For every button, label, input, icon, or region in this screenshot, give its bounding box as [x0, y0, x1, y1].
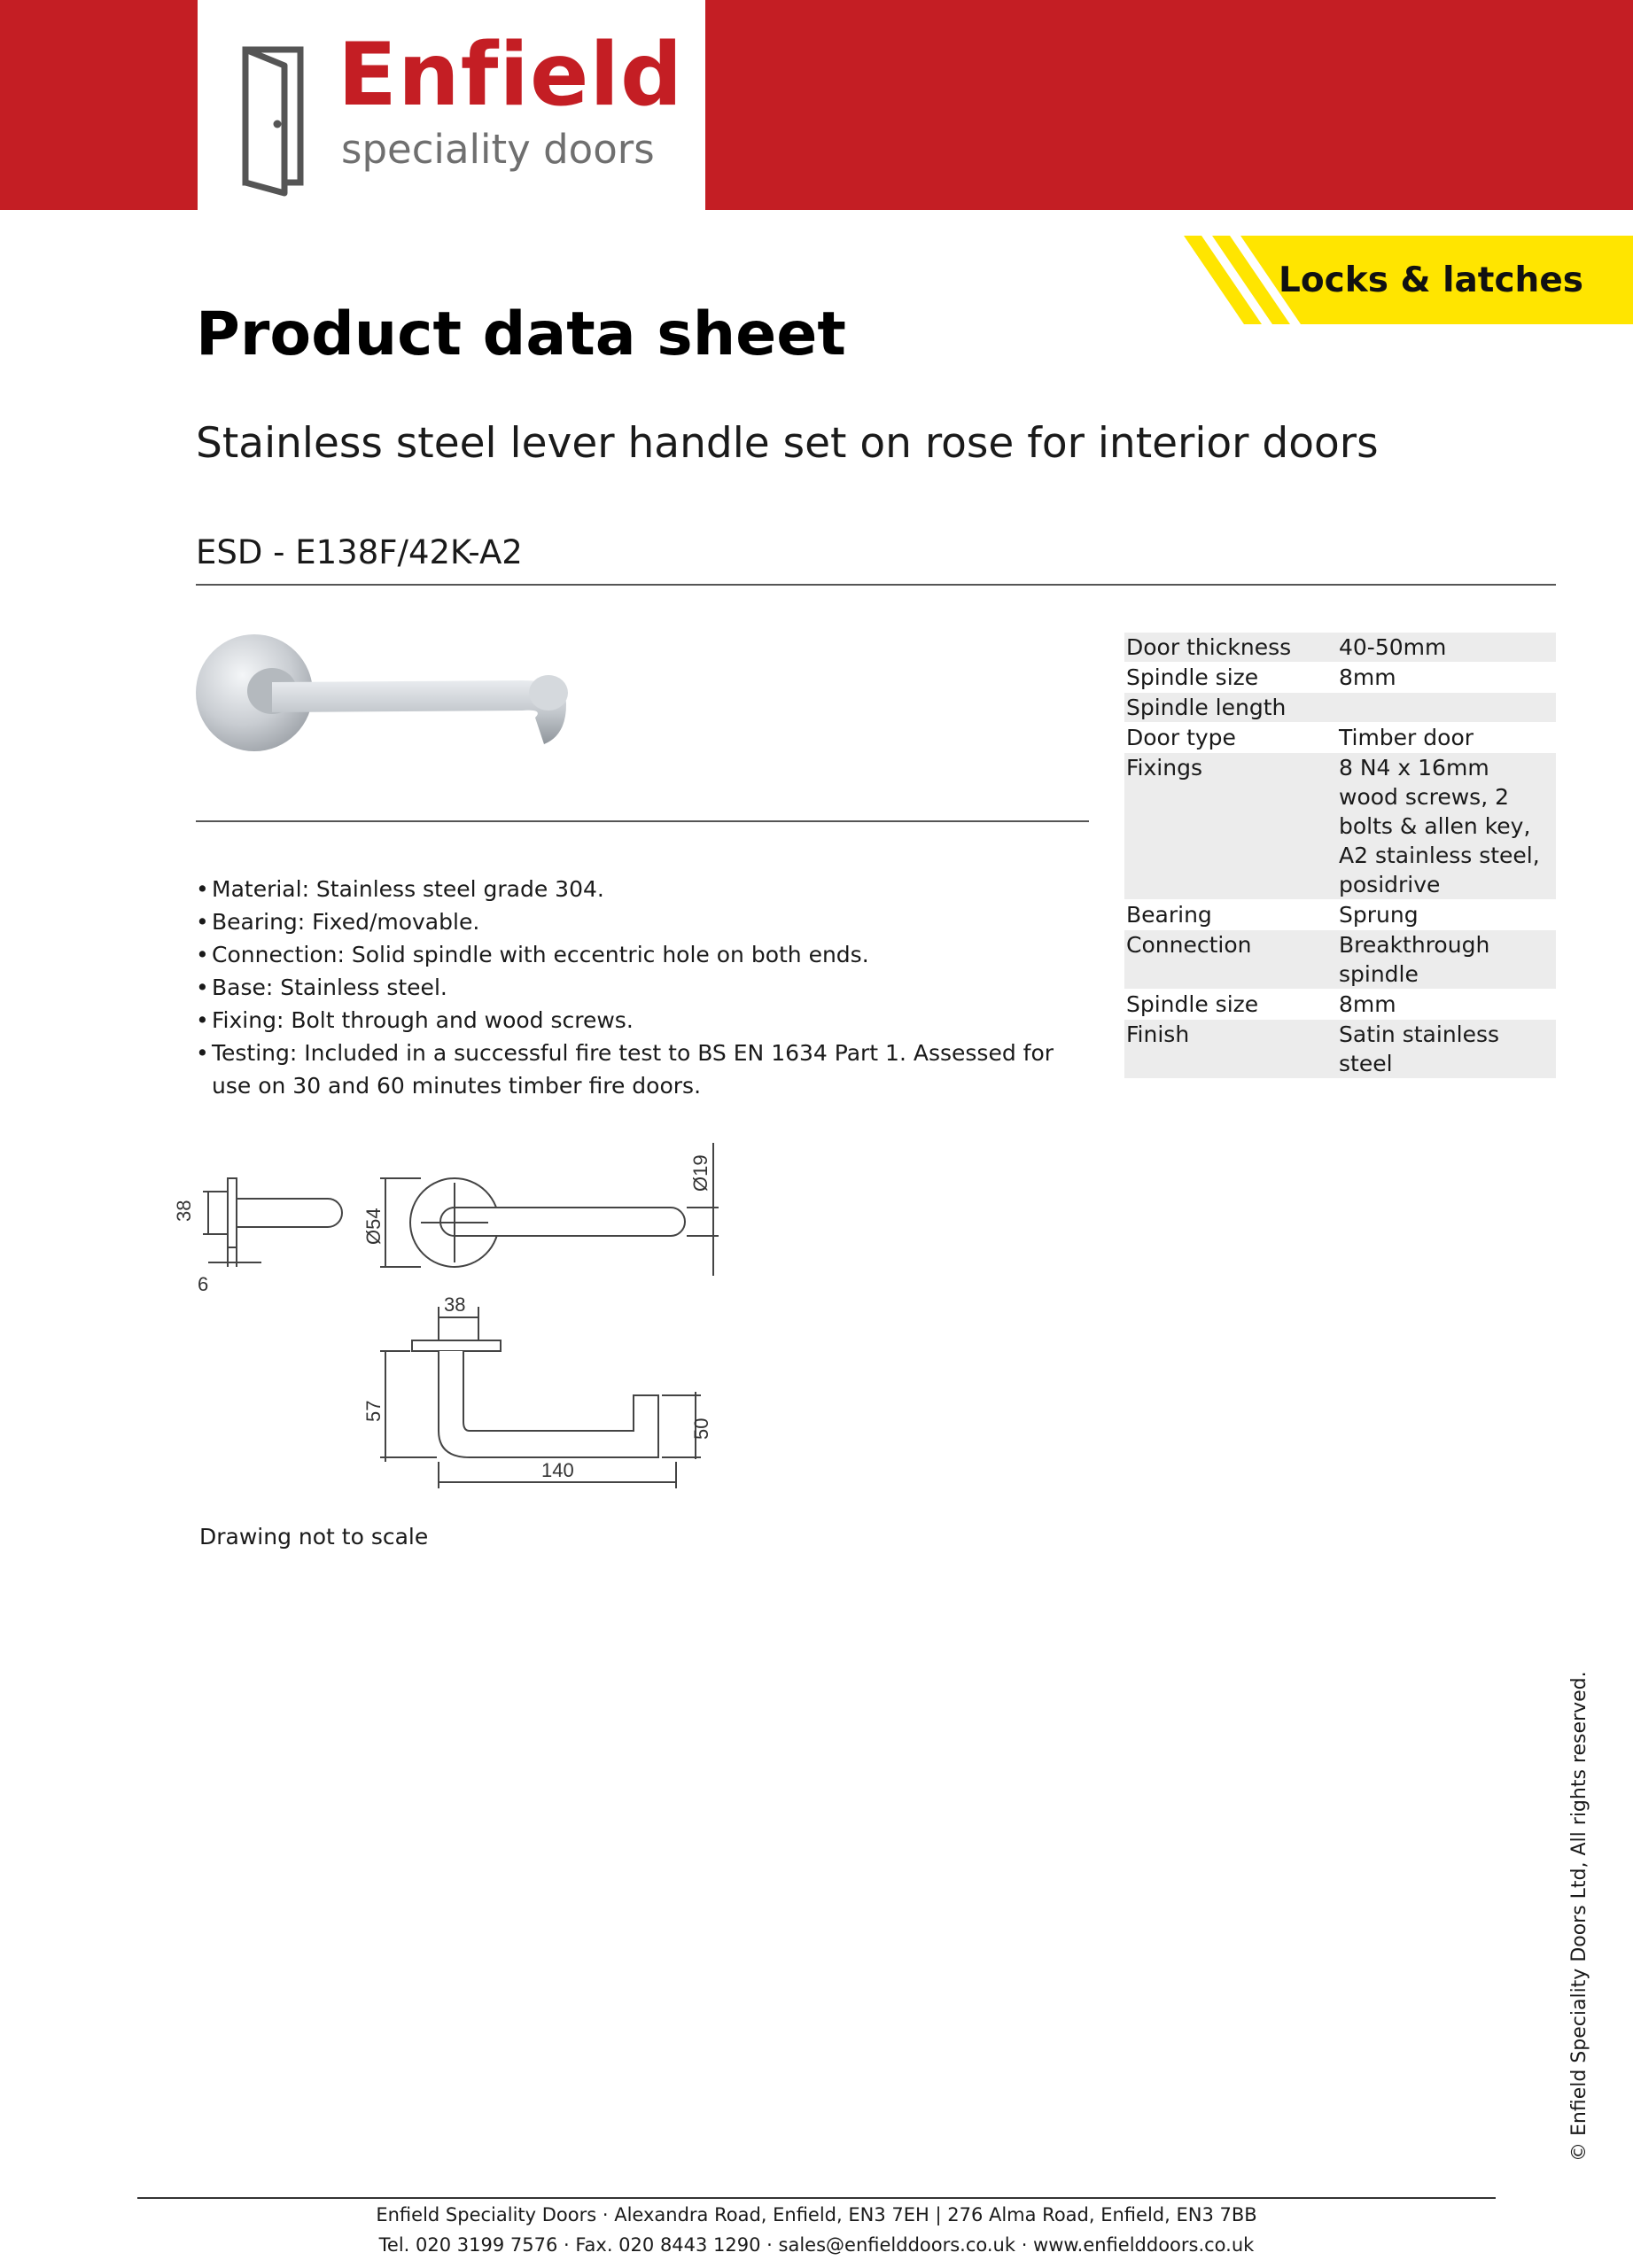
- feature-item: • Testing: Included in a successful fire test to BS EN 1634 Part 1. Assessed for use on 30 and 60 minutes timber fire doors.: [196, 1037, 1082, 1102]
- divider: [196, 820, 1089, 822]
- spec-value: 8 N4 x 16mm wood screws, 2 bolts & allen key, A2 stainless steel, posidrive: [1337, 753, 1556, 899]
- table-row: [1124, 930, 1556, 989]
- page-title: Product data sheet: [196, 299, 846, 369]
- feature-list: [196, 873, 1082, 1102]
- product-subtitle: Stainless steel lever handle set on rose for interior doors: [196, 419, 1379, 468]
- spec-value: 40-50mm: [1337, 633, 1556, 662]
- brand-logo: [198, 0, 705, 210]
- spec-value: Breakthrough spindle: [1337, 930, 1556, 989]
- table-row: [1124, 753, 1556, 899]
- feature-item: • Material: Stainless steel grade 304.: [196, 873, 1082, 905]
- footer-address: Enfield Speciality Doors · Alexandra Road, Enfield, EN3 7EH | 276 Alma Road, Enfield, EN3 7BB: [376, 2204, 1257, 2225]
- feature-item: • Bearing: Fixed/movable.: [196, 905, 1082, 938]
- table-row: [1124, 900, 1556, 929]
- dim-label: 38: [444, 1293, 466, 1316]
- dim-label: 140: [541, 1459, 574, 1481]
- brand-tagline: speciality doors: [341, 126, 655, 173]
- table-row: [1124, 723, 1556, 752]
- spec-label: Spindle length: [1124, 693, 1337, 722]
- feature-item: • Base: Stainless steel.: [196, 971, 1082, 1004]
- dim-label: Ø54: [362, 1208, 385, 1245]
- spec-value: Satin stainless steel: [1337, 1020, 1556, 1078]
- table-row: [1124, 663, 1556, 692]
- spec-label: Fixings: [1124, 753, 1337, 899]
- dim-label: Ø19: [689, 1154, 712, 1192]
- spec-label: Spindle size: [1126, 991, 1259, 1017]
- table-row: [1124, 633, 1556, 662]
- copyright-notice: © Enfield Speciality Doors Ltd, All rights reserved.: [1568, 1671, 1590, 2162]
- spec-value: Sprung: [1339, 902, 1419, 928]
- feature-item: • Connection: Solid spindle with eccentric hole on both ends.: [196, 938, 1082, 971]
- lever-handle-photo: [194, 620, 584, 766]
- table-row: [1124, 693, 1556, 722]
- dim-label: 57: [362, 1400, 385, 1422]
- spec-value: Timber door: [1339, 725, 1474, 750]
- dim-label: 38: [173, 1200, 195, 1222]
- footer-contact: Tel. 020 3199 7576 · Fax. 020 8443 1290 · sales@enfielddoors.co.uk · www.enfielddoors.co.uk: [378, 2234, 1255, 2256]
- technical-drawing: [173, 1130, 740, 1511]
- brand-name: Enfield: [338, 25, 684, 126]
- spec-table: [1124, 632, 1556, 1079]
- table-row: [1124, 990, 1556, 1019]
- spec-value: 8mm: [1339, 664, 1396, 690]
- spec-label: Spindle size: [1126, 664, 1259, 690]
- category-label: Locks & latches: [1279, 260, 1583, 300]
- dim-label: 50: [690, 1418, 712, 1440]
- table-row: [1124, 1020, 1556, 1078]
- spec-value: 8mm: [1339, 991, 1396, 1017]
- spec-label: Bearing: [1126, 902, 1212, 928]
- drawing-note: Drawing not to scale: [199, 1524, 429, 1550]
- divider: [137, 2197, 1496, 2199]
- spec-label: Door type: [1126, 725, 1236, 750]
- product-code: ESD - E138F/42K-A2: [196, 533, 523, 571]
- category-tag: [1184, 236, 1633, 324]
- header-bar: [0, 0, 1633, 210]
- spec-value: [1337, 693, 1556, 722]
- feature-item: • Fixing: Bolt through and wood screws.: [196, 1004, 1082, 1037]
- spec-label: Door thickness: [1124, 633, 1337, 662]
- door-icon: [242, 46, 304, 197]
- divider: [196, 584, 1556, 586]
- spec-label: Connection: [1124, 930, 1337, 989]
- dim-label: 6: [198, 1273, 209, 1295]
- spec-label: Finish: [1124, 1020, 1337, 1078]
